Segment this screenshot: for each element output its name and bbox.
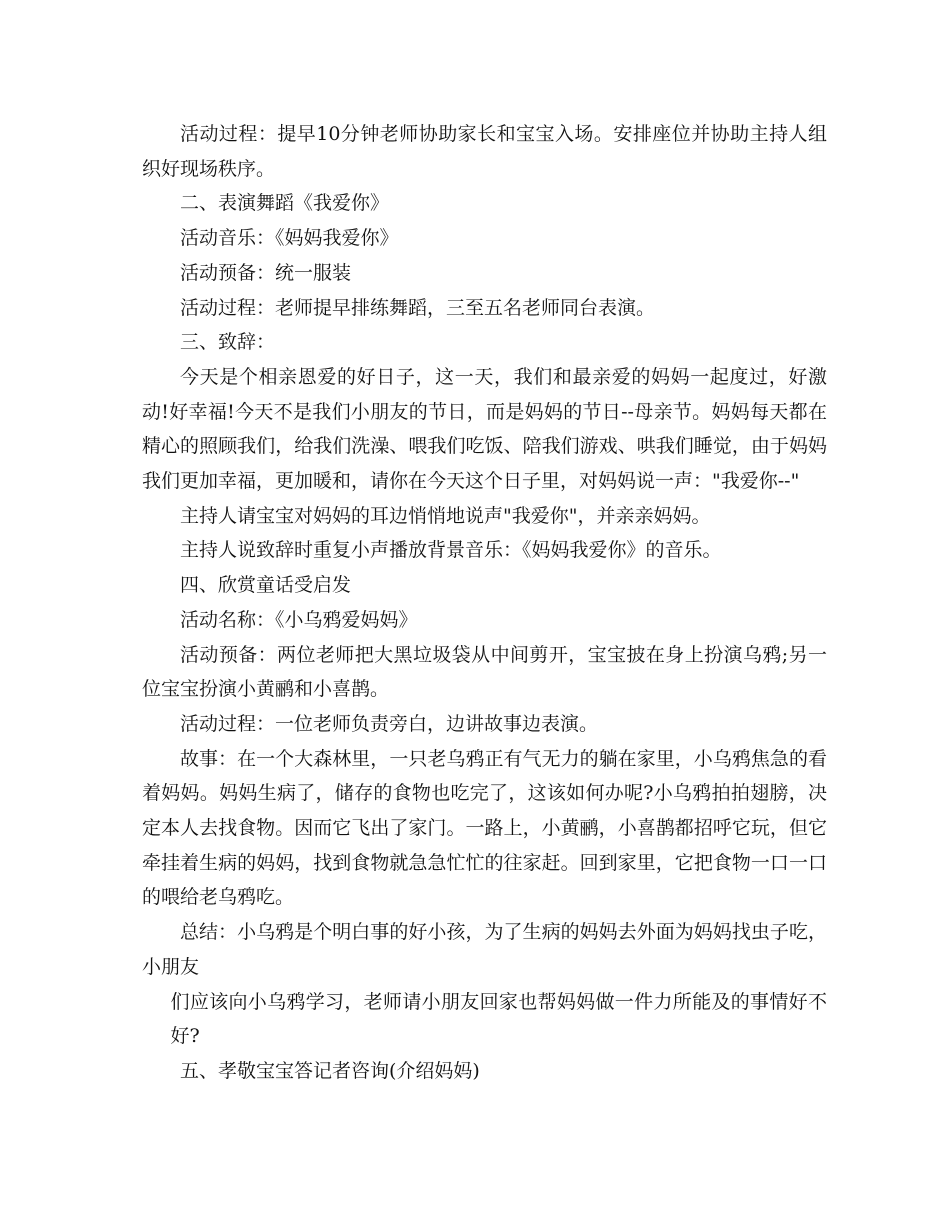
paragraph-activity-process-3: 活动过程：一位老师负责旁白，边讲故事边表演。 bbox=[180, 712, 599, 735]
section-heading-dance: 二、表演舞蹈《我爱你》 bbox=[180, 192, 390, 215]
paragraph-activity-process-2: 活动过程：老师提早排练舞蹈，三至五名老师同台表演。 bbox=[180, 296, 656, 319]
paragraph-activity-name: 活动名称：《小乌鸦爱妈妈》 bbox=[180, 608, 418, 631]
paragraph-activity-prep-1: 活动预备：统一服装 bbox=[180, 261, 352, 284]
paragraph-background-music: 主持人说致辞时重复小声播放背景音乐：《妈妈我爱你》的音乐。 bbox=[180, 539, 722, 562]
paragraph-summary: 总结：小乌鸦是个明白事的好小孩，为了生病的妈妈去外面为妈妈找虫子吃，小朋友 bbox=[142, 921, 827, 978]
paragraph-host-instruction: 主持人请宝宝对妈妈的耳边悄悄地说声"我爱你"，并亲亲妈妈。 bbox=[180, 504, 711, 527]
paragraph-summary-continued: 们应该向小乌鸦学习，老师请小朋友回家也帮妈妈做一件力所能及的事情好不好? bbox=[170, 990, 827, 1048]
paragraph-story: 故事：在一个大森林里，一只老乌鸦正有气无力的躺在家里，小乌鸦焦急的看着妈妈。妈妈生病了，储存的食物也吃完了，这该如何办呢?小乌鸦拍拍翅膀，决定本人去找食物。因而它飞出了家门。一路上，小黄鹂，小喜鹊都招呼它玩，但它牵挂着生病的妈妈，找到食物就急急忙忙的往家赶。回到家里，它把食物一口一口的喂给老乌鸦吃。 bbox=[142, 747, 827, 909]
paragraph-activity-prep-2: 活动预备：两位老师把大黑垃圾袋从中间剪开，宝宝披在身上扮演乌鸦;另一位宝宝扮演小黄鹂和小喜鹊。 bbox=[142, 643, 827, 701]
paragraph-activity-process-1: 活动过程：提早10分钟老师协助家长和宝宝入场。安排座位并协助主持人组织好现场秩序。 bbox=[142, 123, 827, 180]
section-heading-fairy-tale: 四、欣赏童话受启发 bbox=[180, 574, 352, 597]
paragraph-speech: 今天是个相亲恩爱的好日子，这一天，我们和最亲爱的妈妈一起度过，好激动!好幸福!今天不是我们小朋友的节日，而是妈妈的节日--母亲节。妈妈每天都在精心的照顾我们，给我们洗澡、喂我们吃饭、陪我们游戏、哄我们睡觉，由于妈妈我们更加幸福，更加暖和，请你在今天这个日子里，对妈妈说一声："我爱你--" bbox=[142, 365, 827, 493]
section-heading-interview: 五、孝敬宝宝答记者咨询(介绍妈妈) bbox=[180, 1059, 480, 1082]
document-body bbox=[142, 117, 827, 1089]
paragraph-activity-music: 活动音乐：《妈妈我爱你》 bbox=[180, 227, 399, 250]
section-heading-speech: 三、致辞： bbox=[180, 331, 276, 354]
